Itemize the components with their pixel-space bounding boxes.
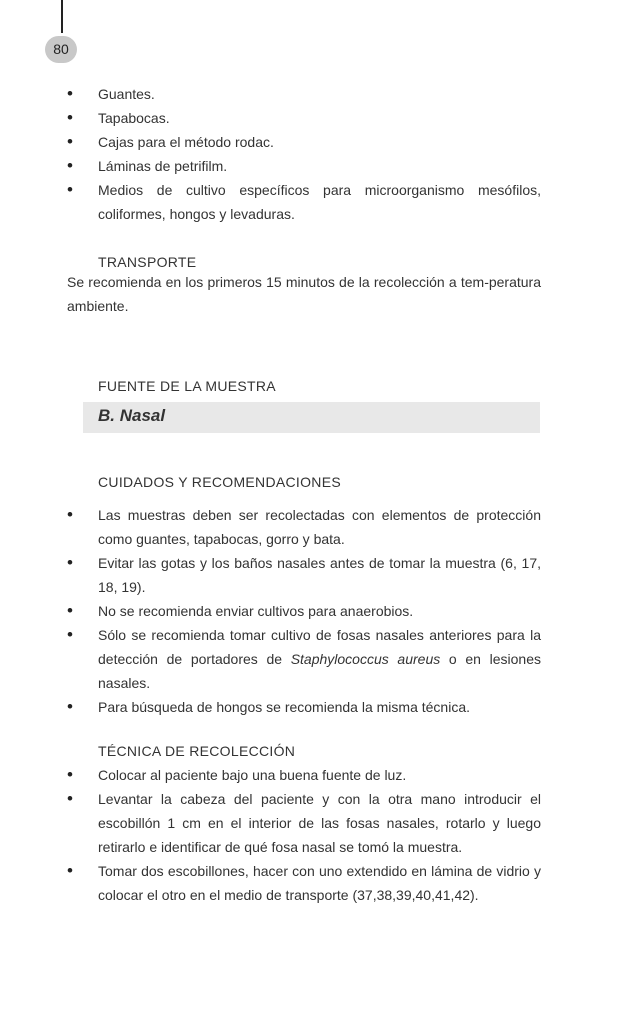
- list-item: • No se recomienda enviar cultivos para anaerobios.: [67, 599, 541, 623]
- supplies-list-block: [67, 82, 541, 226]
- list-item: • Las muestras deben ser recolectadas con elementos de protección como guantes, tapabocas, gorro y bata.: [67, 503, 541, 551]
- tecnica-list-block: [67, 763, 541, 907]
- list-item: [67, 623, 541, 695]
- list-item: • Cajas para el método rodac.: [67, 130, 541, 154]
- cuidados-list: [67, 503, 541, 719]
- supplies-list: [67, 82, 541, 226]
- list-item: • Tomar dos escobillones, hacer con uno extendido en lámina de vidrio y colocar el otro en el medio de transporte (37,38,39,40,41,42).: [67, 859, 541, 907]
- page-header-rule: [61, 0, 63, 33]
- list-item: • Colocar al paciente bajo una buena fuente de luz.: [67, 763, 541, 787]
- list-item: • Láminas de petrifilm.: [67, 154, 541, 178]
- list-item: • Medios de cultivo específicos para microorganismo mesófilos, coliformes, hongos y levaduras.: [67, 178, 541, 226]
- section-title: B. Nasal: [98, 406, 166, 425]
- list-item: • Tapabocas.: [67, 106, 541, 130]
- cuidados-heading: CUIDADOS Y RECOMENDACIONES: [98, 474, 341, 490]
- tecnica-list: [67, 763, 541, 907]
- section-banner: [83, 402, 540, 433]
- cuidados-list-block: [67, 503, 541, 719]
- species-name: Staphylococcus aureus: [290, 651, 441, 667]
- fuente-heading: FUENTE DE LA MUESTRA: [98, 378, 276, 394]
- list-item: • Guantes.: [67, 82, 541, 106]
- transporte-heading: TRANSPORTE: [98, 254, 197, 270]
- list-item: • Levantar la cabeza del paciente y con la otra mano introducir el escobillón 1 cm en el interior de las fosas nasales, rotarlo y luego retirarlo e identificar de qué fosa nasal se tomó la muestra.: [67, 787, 541, 859]
- page-number: 80: [45, 36, 77, 63]
- list-item-text: o en lesiones nasales.: [98, 651, 541, 691]
- list-item-text: Sólo se recomienda tomar cultivo de fosas nasales anteriores para la detección de portadores de: [98, 627, 541, 667]
- tecnica-heading: TÉCNICA DE RECOLECCIÓN: [98, 743, 296, 759]
- transporte-text: Se recomienda en los primeros 15 minutos de la recolección a tem-peratura ambiente.: [67, 274, 541, 314]
- list-item: • Evitar las gotas y los baños nasales antes de tomar la muestra (6, 17, 18, 19).: [67, 551, 541, 599]
- list-item: • Para búsqueda de hongos se recomienda la misma técnica.: [67, 695, 541, 719]
